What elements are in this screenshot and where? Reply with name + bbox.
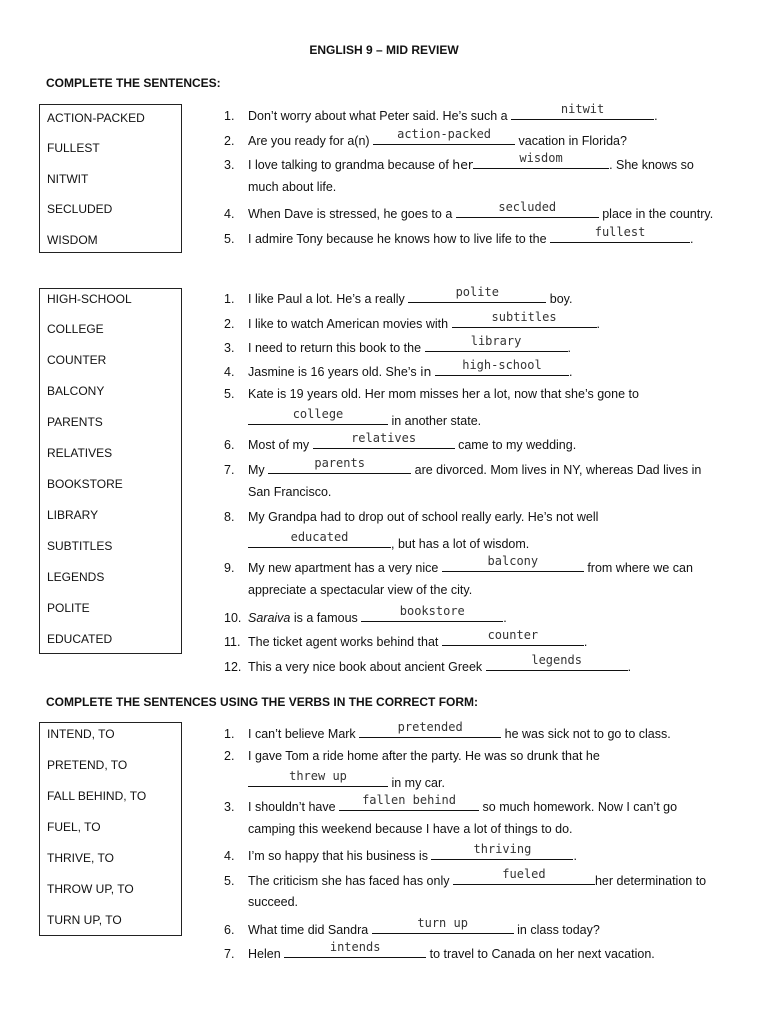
sentence-item: 9. My new apartment has a very nice balcony from where we can bbox=[224, 554, 693, 575]
answer-blank[interactable]: bookstore bbox=[361, 608, 503, 622]
answer-blank[interactable]: pretended bbox=[359, 724, 501, 738]
section-heading: COMPLETE THE SENTENCES: bbox=[46, 76, 221, 90]
sentence-item: 1. I can’t believe Mark pretended he was sick not to go to class. bbox=[224, 720, 671, 741]
answer-blank[interactable]: counter bbox=[442, 632, 584, 646]
word-bank-item: BOOKSTORE bbox=[47, 477, 123, 491]
sentence-continuation: educated , but has a lot of wisdom. bbox=[248, 534, 529, 551]
answer-blank[interactable]: thriving bbox=[431, 846, 573, 860]
sentence-item: 4. When Dave is stressed, he goes to a secluded place in the country. bbox=[224, 200, 714, 221]
word-bank-item: ACTION-PACKED bbox=[47, 111, 145, 125]
sentence-item: 4. Jasmine is 16 years old. She’s in high-school . bbox=[224, 358, 573, 379]
word-bank-item: HIGH-SCHOOL bbox=[47, 292, 132, 306]
word-bank-item: NITWIT bbox=[47, 172, 89, 186]
sentence-item: 2. I gave Tom a ride home after the party. He was so drunk that he bbox=[224, 749, 600, 763]
word-bank-item: THRIVE, TO bbox=[47, 851, 114, 865]
answer-blank[interactable]: intends bbox=[284, 944, 426, 958]
sentence-item: 5. I admire Tony because he knows how to live life to the fullest . bbox=[224, 225, 694, 246]
answer-blank[interactable]: relatives bbox=[313, 435, 455, 449]
sentence-item: 6. What time did Sandra turn up in class today? bbox=[224, 916, 600, 937]
word-bank-item: COLLEGE bbox=[47, 322, 104, 336]
answer-blank[interactable]: college bbox=[248, 411, 388, 425]
answer-blank[interactable]: educated bbox=[248, 534, 391, 548]
sentence-item: 4. I’m so happy that his business is thriving . bbox=[224, 842, 577, 863]
answer-blank[interactable]: parents bbox=[268, 460, 411, 474]
sentence-continuation: threw up in my car. bbox=[248, 773, 445, 790]
answer-blank[interactable]: fallen behind bbox=[339, 797, 479, 811]
sentence-item: 11. The ticket agent works behind that counter . bbox=[224, 628, 588, 649]
sentence-continuation: San Francisco. bbox=[248, 485, 332, 499]
sentence-item: 8. My Grandpa had to drop out of school really early. He’s not well bbox=[224, 510, 599, 524]
sentence-item: 2. Are you ready for a(n) action-packed vacation in Florida? bbox=[224, 127, 627, 148]
sentence-item: 3. I need to return this book to the library . bbox=[224, 334, 571, 355]
word-bank-item: LEGENDS bbox=[47, 570, 105, 584]
section-heading: COMPLETE THE SENTENCES USING THE VERBS IN THE CORRECT FORM: bbox=[46, 695, 479, 709]
word-bank bbox=[39, 722, 182, 936]
word-bank-item: FALL BEHIND, TO bbox=[47, 789, 147, 803]
word-bank-item: PARENTS bbox=[47, 415, 103, 429]
word-bank-item: COUNTER bbox=[47, 353, 107, 367]
sentence-continuation: appreciate a spectacular view of the city. bbox=[248, 583, 473, 597]
sentence-continuation: college in another state. bbox=[248, 411, 481, 428]
answer-blank[interactable]: threw up bbox=[248, 773, 388, 787]
word-bank-item: RELATIVES bbox=[47, 446, 113, 460]
sentence-item: 2. I like to watch American movies with subtitles . bbox=[224, 310, 601, 331]
answer-blank[interactable]: library bbox=[425, 338, 568, 352]
word-bank-item: INTEND, TO bbox=[47, 727, 115, 741]
word-bank bbox=[39, 104, 182, 253]
sentence-item: 5. The criticism she has faced has only fueled her determination to bbox=[224, 867, 707, 888]
answer-blank[interactable]: secluded bbox=[456, 204, 599, 218]
word-bank-item: PRETEND, TO bbox=[47, 758, 128, 772]
answer-blank[interactable]: polite bbox=[408, 289, 546, 303]
page-title: ENGLISH 9 – MID REVIEW bbox=[309, 43, 459, 57]
sentence-item: 1. I like Paul a lot. He’s a really polite boy. bbox=[224, 285, 573, 306]
answer-blank[interactable]: turn up bbox=[372, 920, 514, 934]
answer-blank[interactable]: high-school bbox=[435, 362, 569, 376]
word-bank-item: SECLUDED bbox=[47, 202, 113, 216]
answer-blank[interactable]: wisdom bbox=[473, 155, 609, 169]
answer-blank[interactable]: fullest bbox=[550, 229, 690, 243]
word-bank-item: SUBTITLES bbox=[47, 539, 113, 553]
answer-blank[interactable]: subtitles bbox=[452, 314, 597, 328]
word-bank-item: EDUCATED bbox=[47, 632, 113, 646]
word-bank-item: TURN UP, TO bbox=[47, 913, 122, 927]
sentence-continuation: camping this weekend because I have a lot of things to do. bbox=[248, 822, 573, 836]
sentence-continuation: much about life. bbox=[248, 180, 337, 194]
sentence-item: 1. Don’t worry about what Peter said. He’s such a nitwit . bbox=[224, 102, 658, 123]
sentence-item: 6. Most of my relatives came to my wedding. bbox=[224, 431, 577, 452]
sentence-item: 3. I shouldn’t have fallen behind so much homework. Now I can’t go bbox=[224, 793, 678, 814]
answer-blank[interactable]: nitwit bbox=[511, 106, 654, 120]
word-bank-item: LIBRARY bbox=[47, 508, 99, 522]
word-bank-item: WISDOM bbox=[47, 233, 98, 247]
sentence-item: 7. Helen intends to travel to Canada on her next vacation. bbox=[224, 940, 655, 961]
word-bank-item: POLITE bbox=[47, 601, 90, 615]
answer-blank[interactable]: fueled bbox=[453, 871, 595, 885]
word-bank-item: FULLEST bbox=[47, 141, 100, 155]
sentence-item: 3. I love talking to grandma because of her wisdom . She knows so bbox=[224, 151, 694, 172]
word-bank bbox=[39, 288, 182, 654]
sentence-continuation: succeed. bbox=[248, 895, 299, 909]
answer-blank[interactable]: legends bbox=[486, 657, 628, 671]
word-bank-item: THROW UP, TO bbox=[47, 882, 134, 896]
word-bank-item: FUEL, TO bbox=[47, 820, 101, 834]
sentence-item: 12. This a very nice book about ancient Greek legends . bbox=[224, 653, 632, 674]
answer-blank[interactable]: action-packed bbox=[373, 131, 515, 145]
sentence-item: 5. Kate is 19 years old. Her mom misses her a lot, now that she’s gone to bbox=[224, 387, 639, 401]
answer-blank[interactable]: balcony bbox=[442, 558, 584, 572]
sentence-item: 7. My parents are divorced. Mom lives in NY, whereas Dad lives in bbox=[224, 456, 702, 477]
word-bank-item: BALCONY bbox=[47, 384, 105, 398]
sentence-item: 10. Saraiva is a famous bookstore . bbox=[224, 604, 507, 625]
